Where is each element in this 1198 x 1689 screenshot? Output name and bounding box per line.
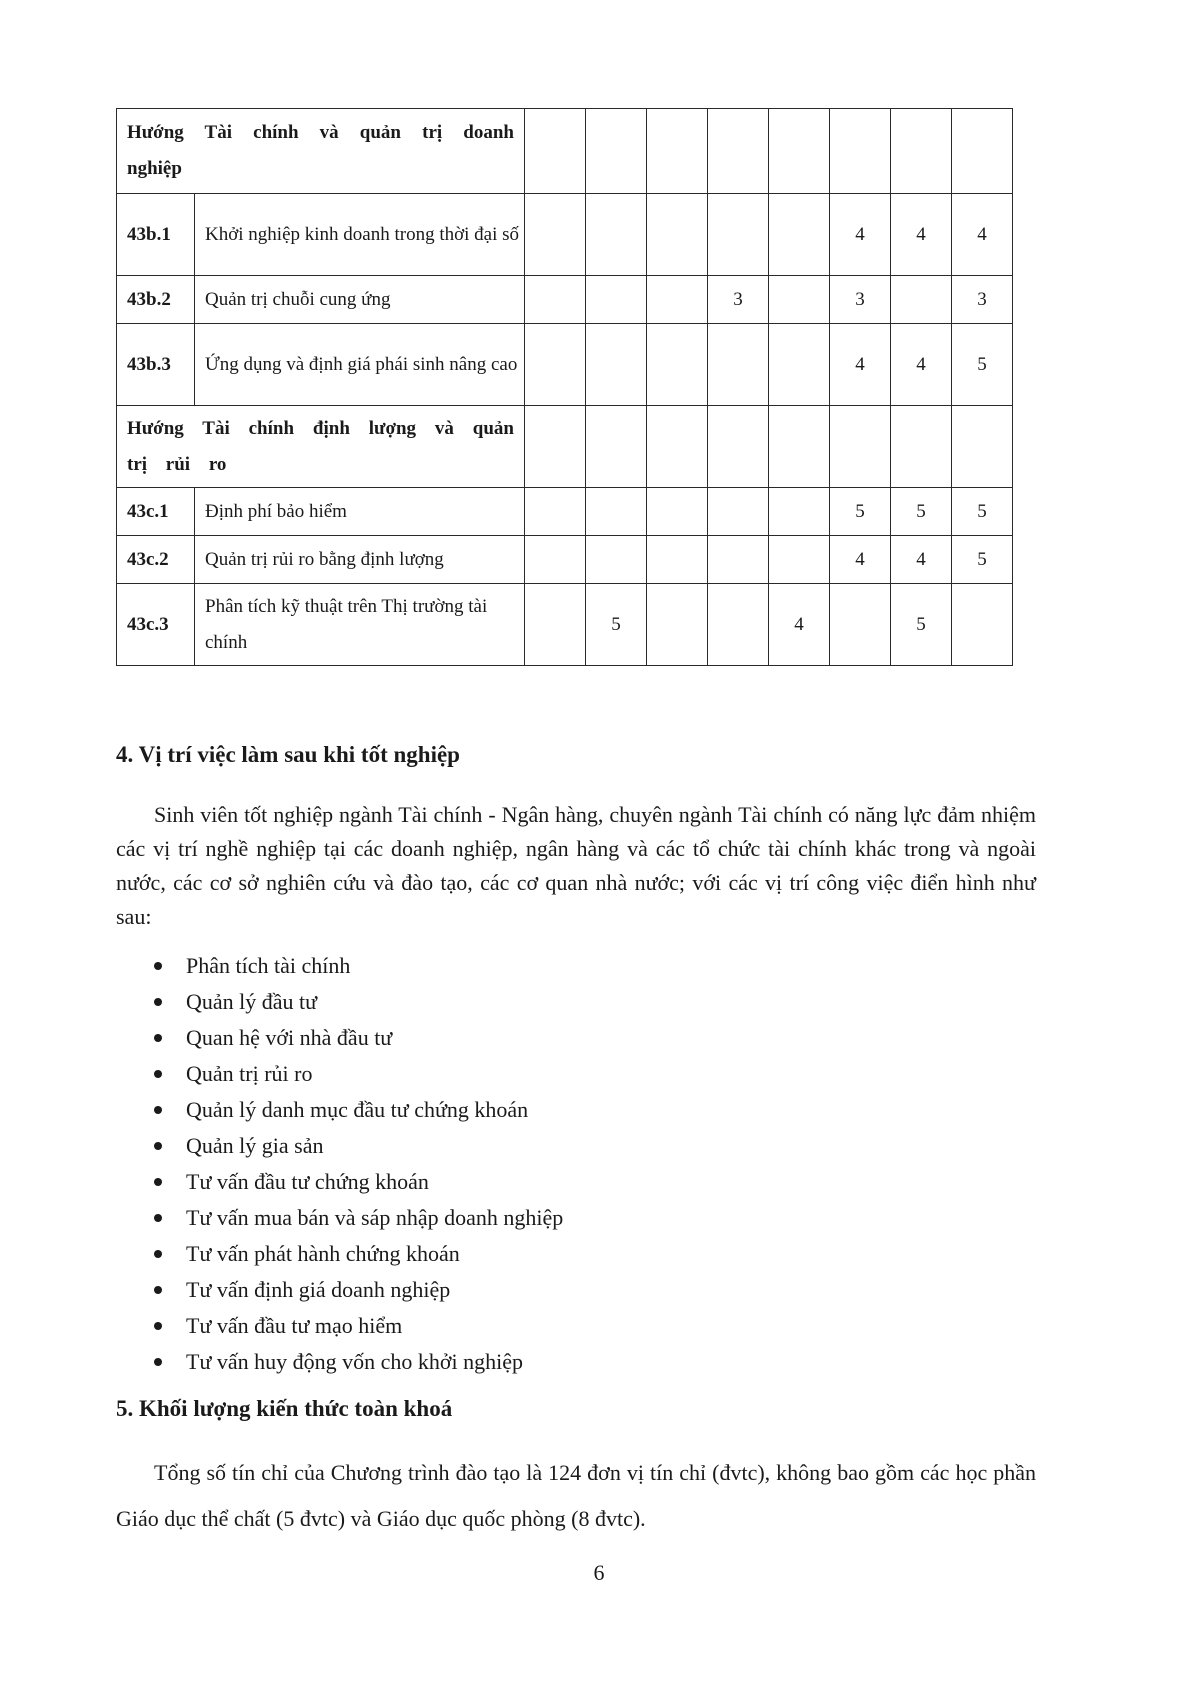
outcome-level-cell: 4 <box>830 536 891 584</box>
course-name: Khởi nghiệp kinh doanh trong thời đại số <box>195 194 525 276</box>
outcome-level-cell <box>586 488 647 536</box>
table-cell <box>769 406 830 488</box>
outcome-level-cell <box>891 276 952 324</box>
outcome-level-cell <box>708 584 769 666</box>
outcome-level-cell: 5 <box>952 536 1013 584</box>
table-cell <box>525 109 586 194</box>
outcome-level-cell <box>525 276 586 324</box>
outcome-level-cell: 5 <box>891 488 952 536</box>
job-position-list <box>116 948 563 1380</box>
bullet-icon <box>154 1322 162 1330</box>
bullet-icon <box>154 1106 162 1114</box>
list-item-text: Tư vấn định giá doanh nghiệp <box>186 1277 451 1302</box>
table-cell <box>647 109 708 194</box>
list-item-text: Quản lý đầu tư <box>186 989 318 1014</box>
outcome-level-cell <box>586 536 647 584</box>
table-row <box>117 584 1013 666</box>
outcome-level-cell <box>586 194 647 276</box>
outcome-level-cell: 4 <box>830 194 891 276</box>
page-number: 6 <box>593 1560 605 1585</box>
group-header-row <box>117 109 1013 194</box>
list-item-text: Quản lý danh mục đầu tư chứng khoán <box>186 1097 529 1122</box>
outcome-level-cell <box>708 324 769 406</box>
outcome-level-cell <box>769 324 830 406</box>
section-5-heading: 5. Khối lượng kiến thức toàn khoá <box>116 1396 453 1421</box>
course-code: 43c.3 <box>117 584 195 666</box>
bullet-icon <box>154 998 162 1006</box>
table-cell <box>830 109 891 194</box>
bullet-icon <box>154 1286 162 1294</box>
table-cell <box>952 109 1013 194</box>
bullet-icon <box>154 1070 162 1078</box>
outcome-level-cell <box>769 276 830 324</box>
outcome-level-cell <box>769 536 830 584</box>
table-row <box>117 194 1013 276</box>
section-4-intro: Sinh viên tốt nghiệp ngành Tài chính - Ngân hàng, chuyên ngành Tài chính có năng lực đảm nhiệm các vị trí nghề nghiệp tại các doanh nghiệp, ngân hàng và các tổ chức tài chính khác trong và ngoài nước, các cơ sở nghiên cứu và đào tạo, các cơ quan nhà nước; với các vị trí công việc điển hình như sau: <box>116 802 1036 929</box>
list-item-text: Tư vấn đầu tư chứng khoán <box>186 1169 429 1194</box>
list-item <box>116 1344 563 1380</box>
list-item-text: Tư vấn huy động vốn cho khởi nghiệp <box>186 1349 524 1374</box>
outcome-level-cell: 5 <box>891 584 952 666</box>
bullet-icon <box>154 1142 162 1150</box>
bullet-icon <box>154 1250 162 1258</box>
list-item <box>116 1164 563 1200</box>
table-row <box>117 536 1013 584</box>
list-item-text: Tư vấn đầu tư mạo hiểm <box>186 1313 403 1338</box>
table-cell <box>647 406 708 488</box>
course-name: Phân tích kỹ thuật trên Thị trường tài chính <box>195 584 525 666</box>
outcome-level-cell <box>769 194 830 276</box>
table-cell <box>830 406 891 488</box>
list-item <box>116 1020 563 1056</box>
bullet-icon <box>154 1214 162 1222</box>
outcome-level-cell: 4 <box>891 324 952 406</box>
group-header-row <box>117 406 1013 488</box>
course-code: 43b.3 <box>117 324 195 406</box>
list-item <box>116 1092 563 1128</box>
bullet-icon <box>154 1178 162 1186</box>
course-name: Định phí bảo hiểm <box>195 488 525 536</box>
outcome-level-cell: 3 <box>708 276 769 324</box>
group-title: Hướng Tài chính và quản trị doanh nghiệp <box>117 109 525 194</box>
course-outcome-matrix <box>116 108 1013 666</box>
outcome-level-cell <box>647 324 708 406</box>
table-cell <box>586 109 647 194</box>
course-name: Quản trị chuỗi cung ứng <box>195 276 525 324</box>
bullet-icon <box>154 1034 162 1042</box>
table-row <box>117 324 1013 406</box>
list-item <box>116 1056 563 1092</box>
list-item <box>116 1236 563 1272</box>
outcome-level-cell <box>525 488 586 536</box>
outcome-level-cell: 4 <box>891 536 952 584</box>
table-cell <box>708 109 769 194</box>
outcome-level-cell <box>525 194 586 276</box>
list-item <box>116 948 563 984</box>
table-cell <box>891 406 952 488</box>
outcome-level-cell <box>525 536 586 584</box>
outcome-level-cell: 4 <box>952 194 1013 276</box>
outcome-level-cell <box>586 276 647 324</box>
outcome-level-cell <box>525 584 586 666</box>
list-item-text: Tư vấn mua bán và sáp nhập doanh nghiệp <box>186 1205 564 1230</box>
course-code: 43c.2 <box>117 536 195 584</box>
list-item-text: Quan hệ với nhà đầu tư <box>186 1025 393 1050</box>
outcome-level-cell <box>647 194 708 276</box>
outcome-level-cell: 4 <box>769 584 830 666</box>
list-item-text: Tư vấn phát hành chứng khoán <box>186 1241 460 1266</box>
outcome-level-cell: 5 <box>952 488 1013 536</box>
table-cell <box>891 109 952 194</box>
section-5-text: Tổng số tín chỉ của Chương trình đào tạo là 124 đơn vị tín chỉ (đvtc), không bao gồm các học phần Giáo dục thể chất (5 đvtc) và Giáo dục quốc phòng (8 đvtc). <box>116 1460 1036 1531</box>
course-code: 43b.1 <box>117 194 195 276</box>
group-title: Hướng Tài chính định lượng và quản trị rủi ro <box>117 406 525 488</box>
outcome-level-cell <box>708 194 769 276</box>
bullet-icon <box>154 962 162 970</box>
list-item <box>116 1128 563 1164</box>
bullet-icon <box>154 1358 162 1366</box>
table-cell <box>708 406 769 488</box>
outcome-level-cell <box>708 488 769 536</box>
list-item <box>116 984 563 1020</box>
outcome-level-cell: 3 <box>952 276 1013 324</box>
list-item <box>116 1272 563 1308</box>
list-item-text: Quản trị rủi ro <box>186 1061 313 1086</box>
list-item-text: Quản lý gia sản <box>186 1133 324 1158</box>
outcome-level-cell <box>769 488 830 536</box>
section-4-heading: 4. Vị trí việc làm sau khi tốt nghiệp <box>116 742 460 767</box>
outcome-level-cell: 4 <box>830 324 891 406</box>
outcome-level-cell <box>952 584 1013 666</box>
list-item <box>116 1308 563 1344</box>
outcome-level-cell <box>647 584 708 666</box>
outcome-level-cell <box>830 584 891 666</box>
course-name: Quản trị rủi ro bằng định lượng <box>195 536 525 584</box>
outcome-level-cell <box>586 324 647 406</box>
outcome-level-cell: 5 <box>586 584 647 666</box>
table-cell <box>586 406 647 488</box>
outcome-level-cell <box>647 488 708 536</box>
outcome-level-cell <box>525 324 586 406</box>
outcome-level-cell: 3 <box>830 276 891 324</box>
outcome-level-cell: 4 <box>891 194 952 276</box>
course-name: Ứng dụng và định giá phái sinh nâng cao <box>195 324 525 406</box>
table-cell <box>952 406 1013 488</box>
table-row <box>117 276 1013 324</box>
table-row <box>117 488 1013 536</box>
outcome-level-cell: 5 <box>952 324 1013 406</box>
table-cell <box>769 109 830 194</box>
course-code: 43b.2 <box>117 276 195 324</box>
outcome-level-cell <box>647 276 708 324</box>
outcome-level-cell: 5 <box>830 488 891 536</box>
outcome-level-cell <box>708 536 769 584</box>
list-item <box>116 1200 563 1236</box>
table-cell <box>525 406 586 488</box>
course-code: 43c.1 <box>117 488 195 536</box>
list-item-text: Phân tích tài chính <box>186 953 351 978</box>
outcome-level-cell <box>647 536 708 584</box>
